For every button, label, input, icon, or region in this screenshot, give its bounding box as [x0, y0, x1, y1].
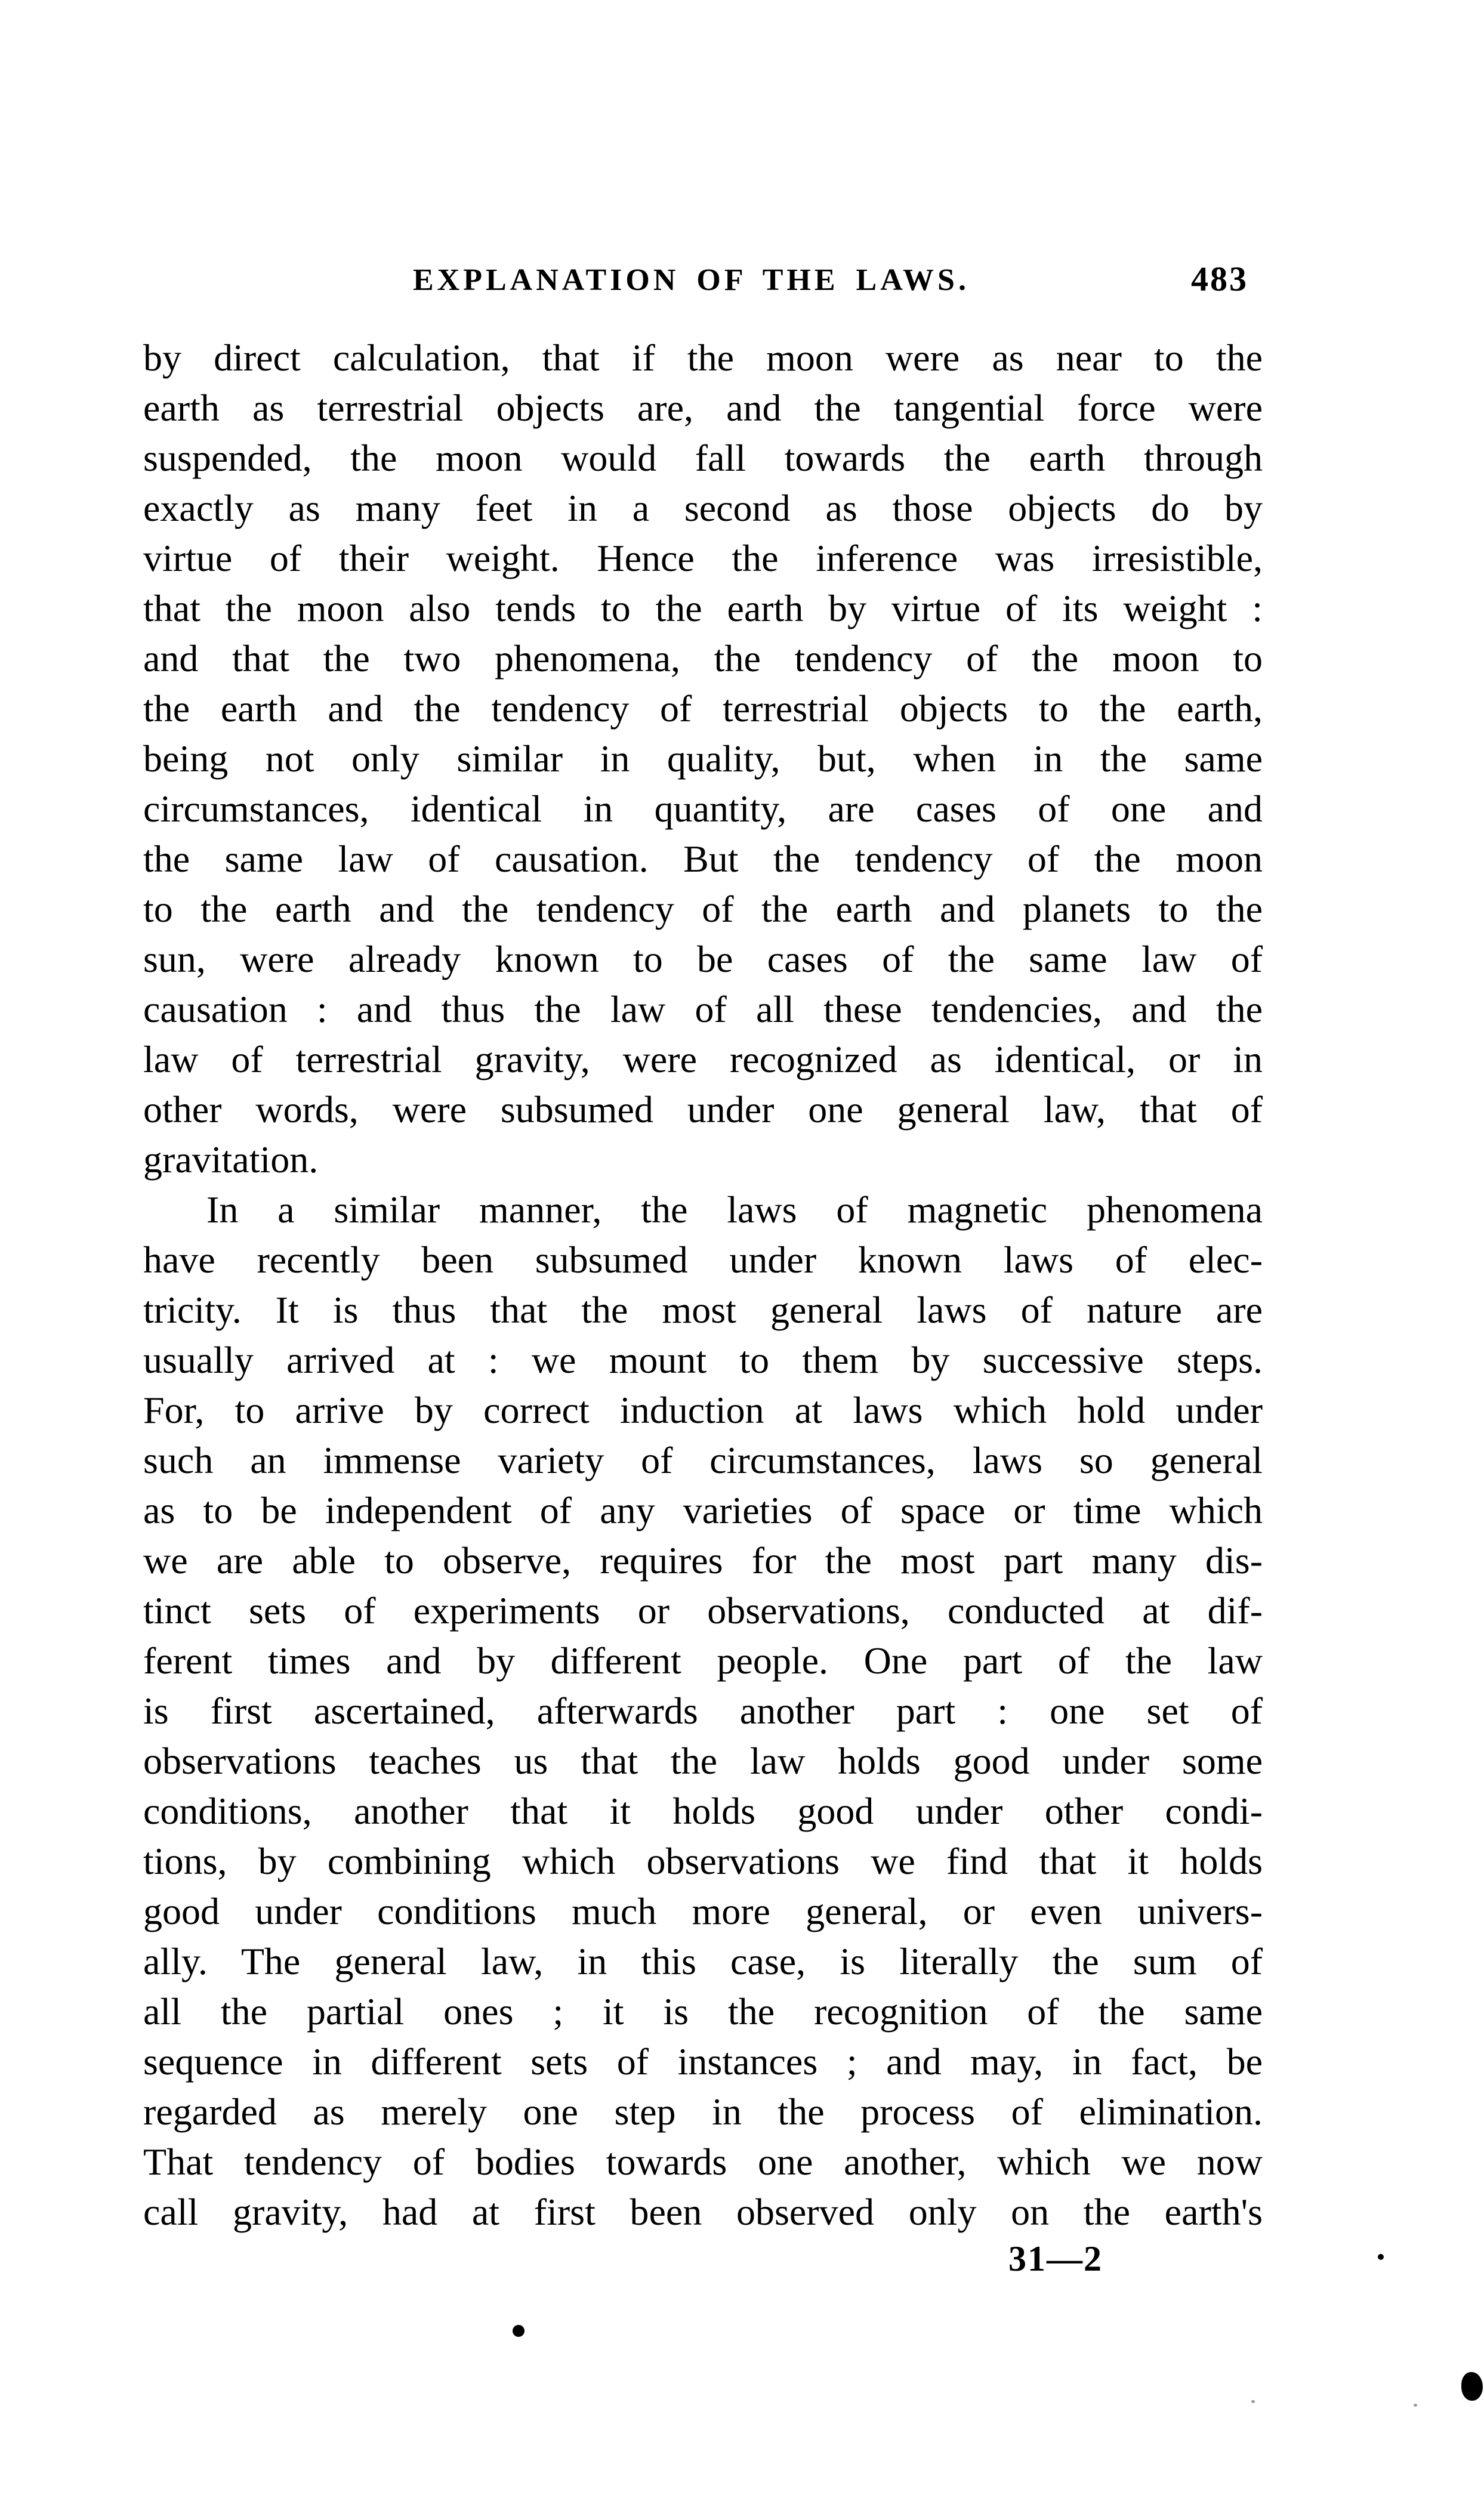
text-line: sequence in different sets of instances ; and may, in fact, be	[143, 2040, 1263, 2083]
ink-blob-icon	[1461, 2372, 1483, 2401]
text-line: is first ascertained, afterwards another part : one set of	[143, 1690, 1263, 1732]
text-line: ferent times and by different people. One part of the law	[143, 1639, 1263, 1682]
text-line: sun, were already known to be cases of the same law of	[143, 938, 1263, 980]
text-line: causation : and thus the law of all these tendencies, and the	[143, 988, 1263, 1030]
text-line: good under conditions much more general, or even univers-	[143, 1890, 1263, 1932]
ink-speck-faint-icon	[1414, 2404, 1417, 2407]
text-line: suspended, the moon would fall towards the earth through	[143, 437, 1263, 479]
text-line: ally. The general law, in this case, is literally the sum of	[143, 1940, 1263, 1982]
text-line: other words, were subsumed under one general law, that of	[143, 1088, 1263, 1131]
text-line: law of terrestrial gravity, were recognized as identical, or in	[143, 1038, 1263, 1080]
text-line: and that the two phenomena, the tendency of the moon to	[143, 637, 1263, 680]
text-line: gravitation.	[143, 1138, 319, 1181]
text-line: In a similar manner, the laws of magnetic phenomena	[206, 1188, 1263, 1231]
text-line: That tendency of bodies towards one another, which we now	[143, 2141, 1263, 2183]
text-line: For, to arrive by correct induction at laws which hold under	[143, 1389, 1263, 1431]
text-line: by direct calculation, that if the moon were as near to the	[143, 336, 1263, 379]
text-line: virtue of their weight. Hence the inference was irresistible,	[143, 537, 1263, 579]
text-line: conditions, another that it holds good under other condi-	[143, 1790, 1263, 1832]
page-number: 483	[1191, 260, 1248, 298]
text-line: that the moon also tends to the earth by virtue of its weight :	[143, 587, 1263, 629]
text-line: to the earth and the tendency of the earth and planets to the	[143, 888, 1263, 930]
text-line: we are able to observe, requires for the most part many dis-	[143, 1539, 1263, 1582]
paragraph-2	[143, 1185, 1263, 2237]
paragraph-1	[143, 333, 1263, 1185]
text-line: tions, by combining which observations we find that it holds	[143, 1840, 1263, 1882]
running-header-title: EXPLANATION OF THE LAWS.	[413, 263, 970, 297]
text-line: as to be independent of any varieties of space or time which	[143, 1489, 1263, 1531]
signature-mark: 31—2	[1008, 2239, 1103, 2278]
text-line: tricity. It is thus that the most general laws of nature are	[143, 1289, 1263, 1331]
text-line: circumstances, identical in quantity, are cases of one and	[143, 788, 1263, 830]
text-line: regarded as merely one step in the process of elimination.	[143, 2090, 1263, 2133]
text-line: exactly as many feet in a second as those objects do by	[143, 487, 1263, 529]
text-line: all the partial ones ; it is the recognition of the same	[143, 1990, 1263, 2033]
ink-speck-faint-icon	[1251, 2400, 1255, 2403]
text-line: tinct sets of experiments or observations, conducted at dif-	[143, 1589, 1263, 1632]
text-line: such an immense variety of circumstances, laws so general	[143, 1439, 1263, 1481]
text-line: the same law of causation. But the tendency of the moon	[143, 838, 1263, 880]
text-line: usually arrived at : we mount to them by successive steps.	[143, 1339, 1263, 1381]
text-line: call gravity, had at first been observed only on the earth's	[143, 2191, 1263, 2233]
ink-speck-icon	[1378, 2254, 1384, 2260]
text-line: have recently been subsumed under known laws of elec-	[143, 1239, 1263, 1281]
text-line: the earth and the tendency of terrestrial objects to the earth,	[143, 687, 1263, 730]
text-line: earth as terrestrial objects are, and the tangential force were	[143, 387, 1263, 429]
ink-dot-icon	[513, 2325, 525, 2337]
text-line: being not only similar in quality, but, when in the same	[143, 737, 1263, 780]
body-text	[143, 333, 1263, 2237]
text-line: observations teaches us that the law holds good under some	[143, 1740, 1263, 1782]
